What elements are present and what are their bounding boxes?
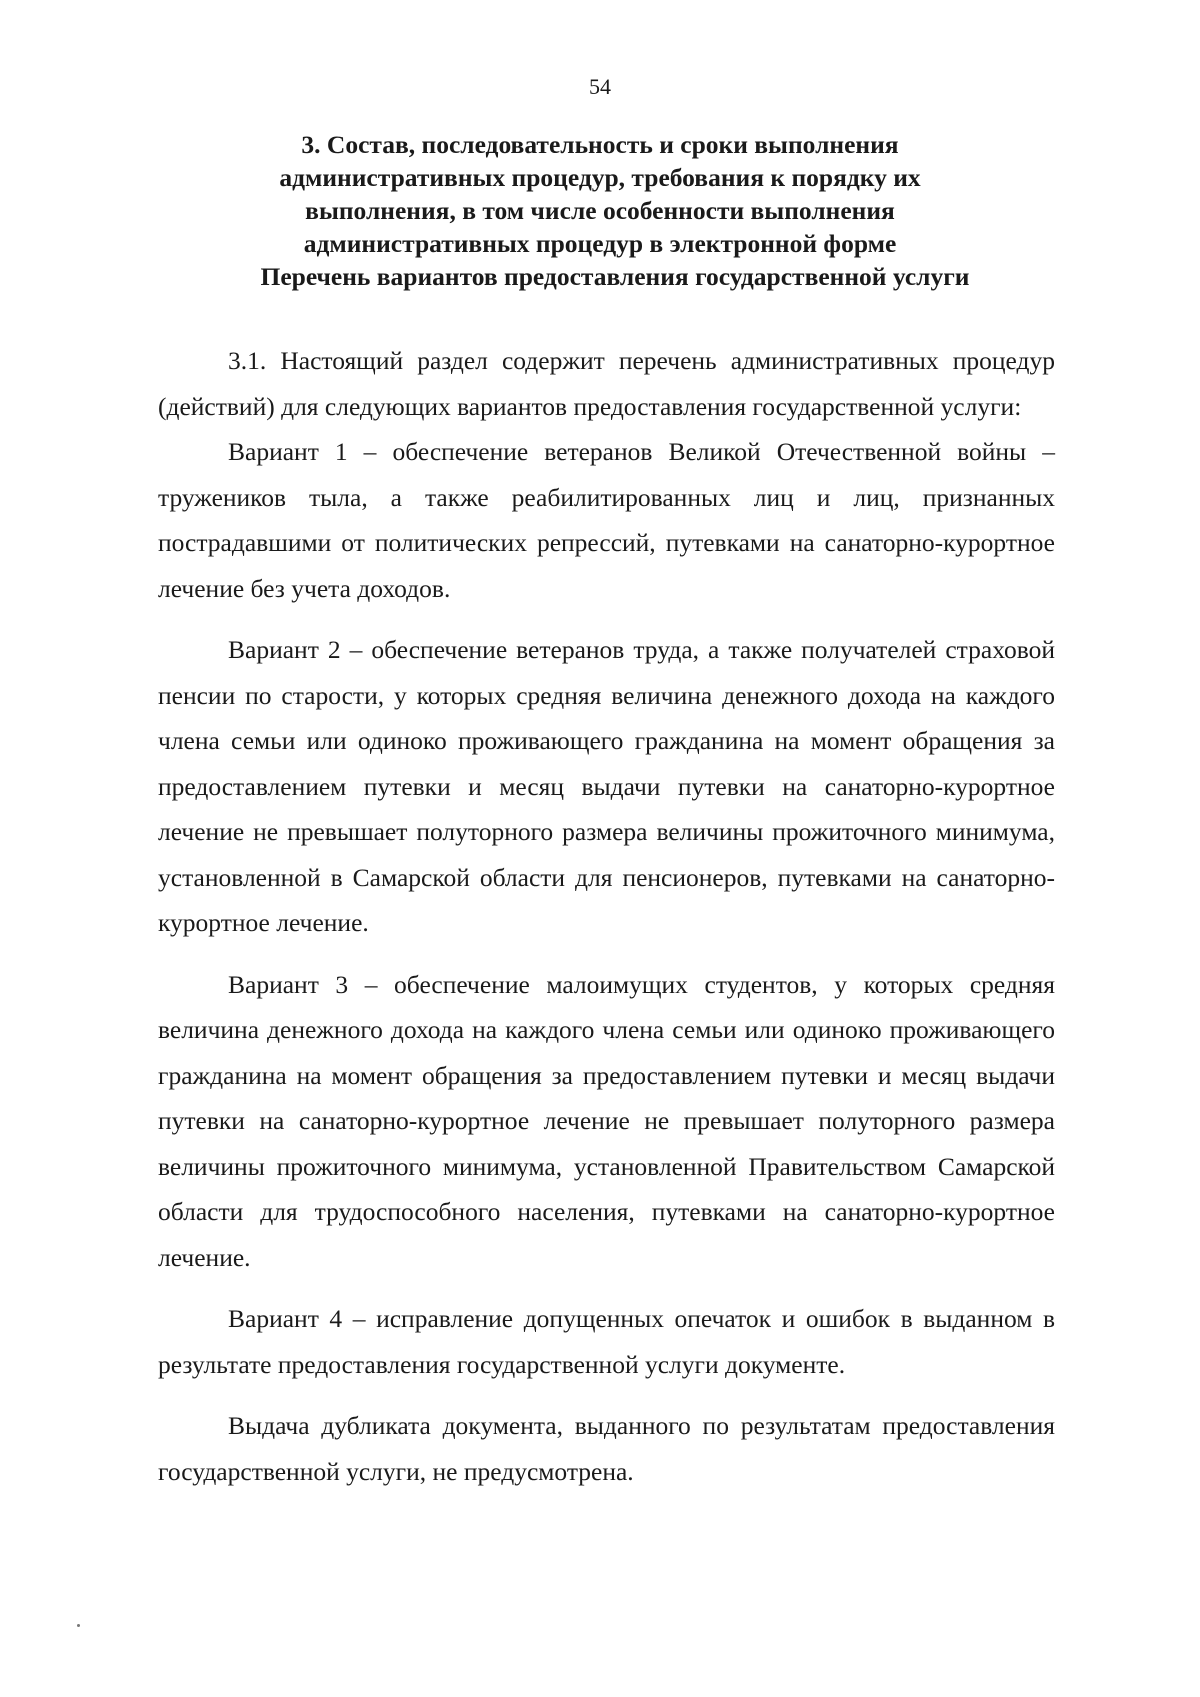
- paragraph-duplicate-note: Выдача дубликата документа, выданного по результатам предоставления государственной услуги, не предусмотрена.: [158, 1411, 1055, 1486]
- paragraph-variant-2: Вариант 2 – обеспечение ветеранов труда, а также получателей страховой пенсии по старости, у которых средняя величина денежного дохода на каждого члена семьи или одиноко проживающего гражданина на момент обращения за предоставлением путевки и месяц выдачи путевки на санаторно-курортное лечение не превышает полуторного размера величины прожиточного минимума, установленной в Самарской области для пенсионеров, путевками на санаторно-курортное лечение.: [158, 635, 1055, 937]
- page-number: 54: [589, 74, 611, 99]
- paragraph-variant-1: Вариант 1 – обеспечение ветеранов Великой Отечественной войны – тружеников тыла, а также реабилитированных лиц и лиц, признанных пострадавшими от политических репрессий, путевками на санаторно-курортное лечение без учета доходов.: [158, 437, 1055, 603]
- heading-line: 3. Состав, последовательность и сроки выполнения: [301, 130, 899, 159]
- paragraph-variant-3: Вариант 3 – обеспечение малоимущих студентов, у которых средняя величина денежного дохода на каждого члена семьи или одиноко проживающего гражданина на момент обращения за предоставлением путевки и месяц выдачи путевки на санаторно-курортное лечение не превышает полуторного размера величины прожиточного минимума, установленной Правительством Самарской области для трудоспособного населения, путевками на санаторно-курортное лечение.: [158, 969, 1055, 1272]
- heading-line: административных процедур, требования к порядку их: [279, 163, 921, 192]
- document-body: [158, 338, 1055, 1494]
- heading-subtitle: Перечень вариантов предоставления государственной услуги: [260, 262, 970, 291]
- scan-speck: [77, 1624, 80, 1627]
- heading-line: выполнения, в том числе особенности выполнения: [305, 196, 895, 225]
- paragraph-variant-4: Вариант 4 – исправление допущенных опечаток и ошибок в выданном в результате предоставления государственной услуги документе.: [158, 1304, 1055, 1379]
- section-heading: [160, 128, 1040, 293]
- heading-line: административных процедур в электронной форме: [303, 229, 897, 258]
- paragraph-intro: 3.1. Настоящий раздел содержит перечень административных процедур (действий) для следующих вариантов предоставления государственной услуги:: [158, 346, 1055, 421]
